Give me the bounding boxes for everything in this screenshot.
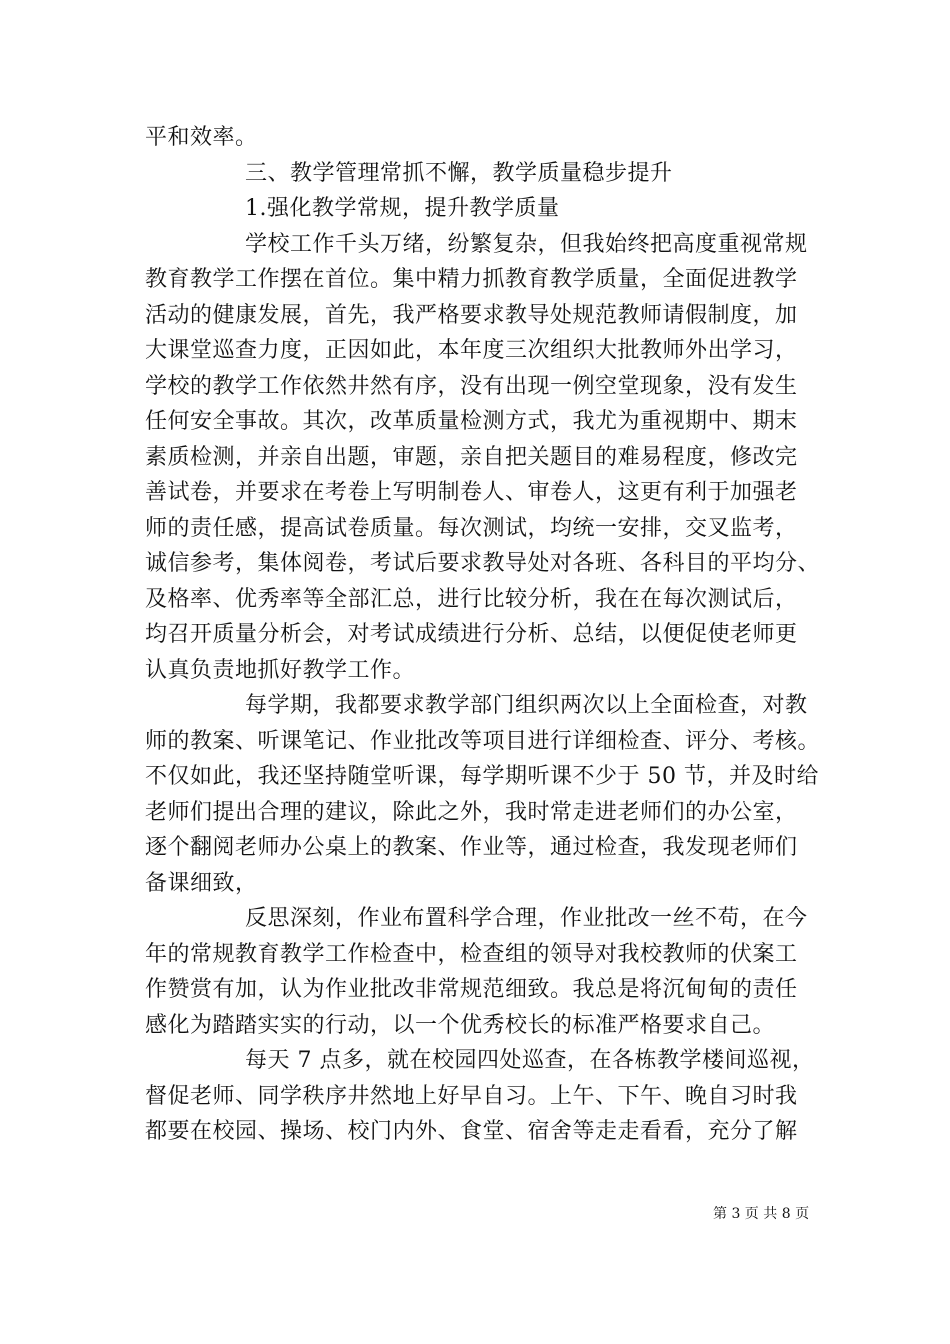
text-line: 及格率、优秀率等全部汇总，进行比较分析，我在在每次测试后， <box>145 586 798 612</box>
text-line: 备课细致， <box>145 870 258 896</box>
text-line: 学校工作千头万绪，纷繁复杂，但我始终把高度重视常规 <box>245 231 808 257</box>
text-line: 老师们提出合理的建议，除此之外，我时常走进老师们的办公室， <box>145 799 798 825</box>
text-line: 反思深刻，作业布置科学合理，作业批改一丝不苟，在今 <box>245 906 808 931</box>
text-line: 大课堂巡查力度，正因如此，本年度三次组织大批教师外出学习， <box>145 338 798 363</box>
text-line: 逐个翻阅老师办公桌上的教案、作业等，通过检查，我发现老师们 <box>145 835 798 860</box>
text-line: 作赞赏有加，认为作业批改非常规范细致。我总是将沉甸甸的责任 <box>145 977 798 1002</box>
text-line: 师的教案、听课笔记、作业批改等项目进行详细检查、评分、考核。 <box>145 728 821 754</box>
text-line: 认真负责地抓好教学工作。 <box>145 657 416 683</box>
text-line: 督促老师、同学秩序井然地上好早自习。上午、下午、晚自习时我 <box>145 1083 798 1109</box>
text-line: 每学期，我都要求教学部门组织两次以上全面检查，对教 <box>245 693 808 718</box>
text-line: 年的常规教育教学工作检查中，检查组的领导对我校教师的伏案工 <box>145 941 798 967</box>
text-line: 活动的健康发展，首先，我严格要求教导处规范教师请假制度，加 <box>145 302 798 328</box>
page-number-footer: 第 3 页 共 8 页 <box>713 1206 810 1222</box>
document-body <box>145 120 821 1150</box>
text-line: 都要在校园、操场、校门内外、食堂、宿舍等走走看看，充分了解 <box>145 1119 798 1144</box>
text-line: 平和效率。 <box>145 125 258 150</box>
text-line: 师的责任感，提高试卷质量。每次测试，均统一安排，交叉监考， <box>145 515 798 541</box>
text-line: 善试卷，并要求在考卷上写明制卷人、审卷人，这更有利于加强老 <box>145 480 798 505</box>
text-line: 素质检测，并亲自出题，审题，亲自把关题目的难易程度，修改完 <box>145 444 798 470</box>
text-line: 三、教学管理常抓不懈，教学质量稳步提升 <box>245 160 673 186</box>
text-line: 任何安全事故。其次，改革质量检测方式，我尤为重视期中、期末 <box>145 409 798 434</box>
text-line: 不仅如此，我还坚持随堂听课，每学期听课不少于 50 节，并及时给 <box>145 764 819 789</box>
text-line: 每天 7 点多，就在校园四处巡查，在各栋教学楼间巡视， <box>245 1048 815 1073</box>
text-line: 诚信参考，集体阅卷，考试后要求教导处对各班、各科目的平均分、 <box>145 551 821 576</box>
text-line: 均召开质量分析会，对考试成绩进行分析、总结，以便促使老师更 <box>145 622 798 647</box>
text-line: 感化为踏踏实实的行动，以一个优秀校长的标准严格要求自己。 <box>145 1012 776 1038</box>
text-line: 1.强化教学常规，提升教学质量 <box>245 196 560 221</box>
text-line: 教育教学工作摆在首位。集中精力抓教育教学质量，全面促进教学 <box>145 267 798 292</box>
text-line: 学校的教学工作依然井然有序，没有出现一例空堂现象，没有发生 <box>145 373 798 399</box>
